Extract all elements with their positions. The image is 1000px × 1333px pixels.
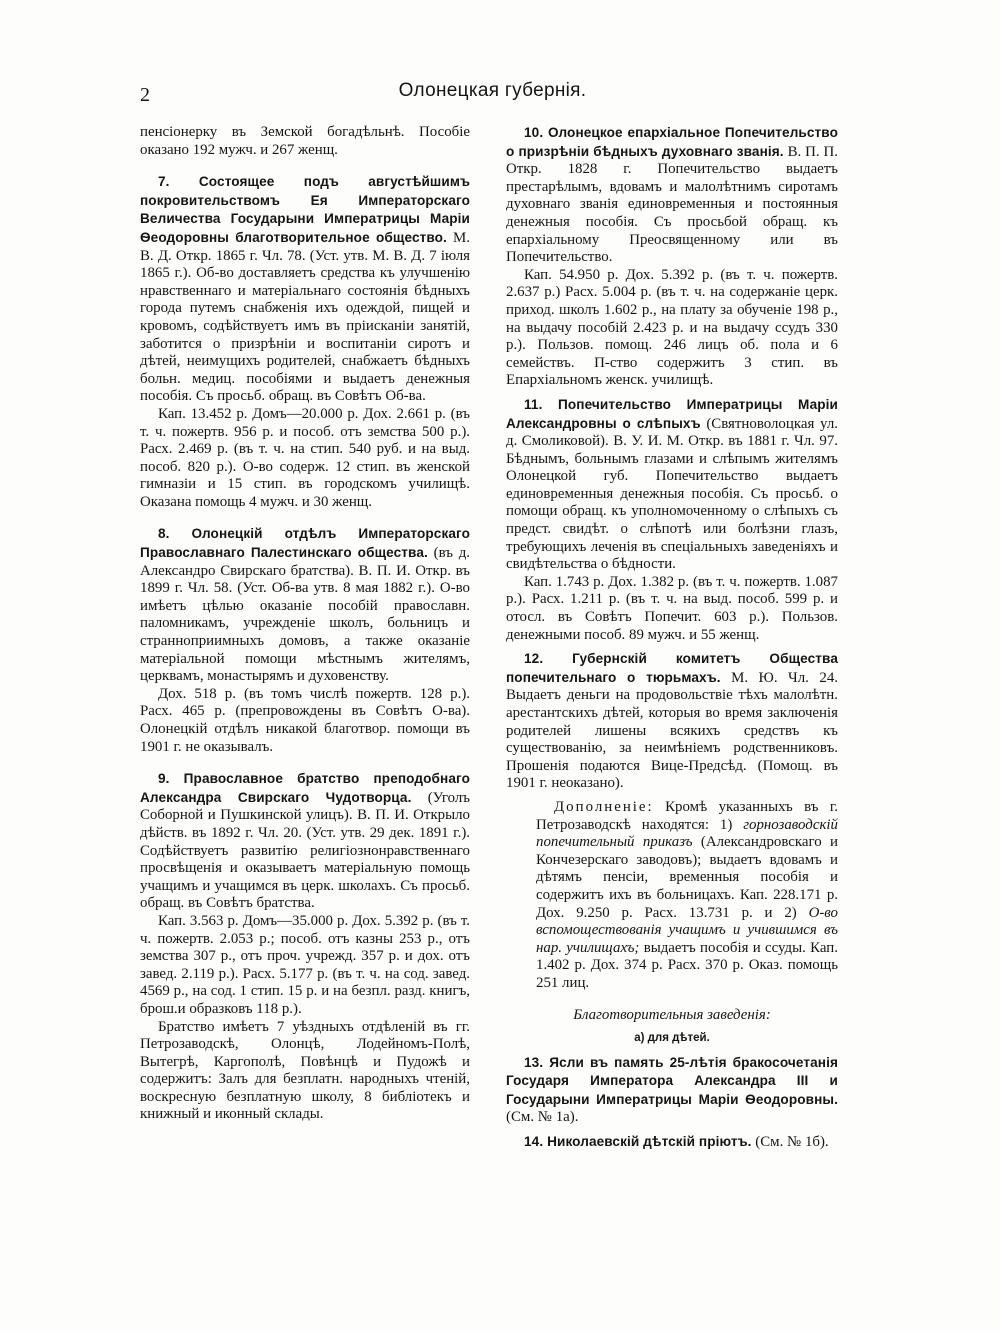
entry-9-title: 9. Православное братство преподобнаго Александра Свирскаго Чудотворца.	[140, 771, 470, 805]
entry-9-branches: Братство имѣетъ 7 уѣздныхъ отдѣленій въ гг. Петрозаводскѣ, Олонцѣ, Лодейномъ-Полѣ, Вытегрѣ, Каргополѣ, Повѣнцѣ и Пудожѣ и содержитъ: Залъ для безплатн. народныхъ чтеній, воскресную безплатную школу, 8 библіотекъ и книжный и иконный склады.	[140, 1018, 470, 1123]
entry-12-body: М. Ю. Чл. 24. Выдаетъ деньги на продовольствіе тѣхъ малолѣтн. арестантскихъ дѣтей, которыя во время заключенія родителей лишены всякихъ средствъ къ существованію, за неимѣніемъ родственниковъ. Прошенія подаются Вице-Предсѣд. (Помощ. въ 1901 г. неоказано).	[506, 669, 838, 792]
entry-10-capital: Кап. 54.950 р. Дох. 5.392 р. (въ т. ч. пожертв. 2.637 р.) Расх. 5.004 р. (въ т. ч. на содержаніе церк. приход. школъ 1.602 р., на плату за обученіе 198 р., на выдачу пособій 2.423 р. и на выдачу ссудъ 330 р.). Пользов. помощ. 246 лицъ об. пола и 6 семействъ. П-ство содержитъ 3 стип. въ Епархіальномъ женск. училищѣ.	[506, 266, 838, 389]
entry-11-title: 11. Попечительство Императрицы Маріи Александровны о слѣпыхъ	[506, 396, 838, 431]
entry-13-title: 13. Ясли въ память 25-лѣтія бракосочетанія Государя Императора Александра III и Государыни Императрицы Маріи Ѳеодоровны.	[506, 1054, 838, 1107]
institutions-heading: Благотворительныя заведенія:	[573, 1006, 771, 1023]
entry-14	[506, 1133, 838, 1152]
entry-10-title: 10. Олонецкое епархіальное Попечительство о призрѣніи бѣдныхъ духовнаго званія.	[506, 125, 838, 159]
left-column	[140, 124, 470, 1124]
entry-8-income: Дох. 518 р. (въ томъ числѣ пожертв. 128 р.). Расх. 465 р. (препровождены въ Совѣтъ О-ва). Олонецкій отдѣлъ никакой благотвор. помощи въ 1901 г. не оказывалъ.	[140, 685, 470, 755]
entry-10-body: В. П. П. Откр. 1828 г. Попечительство выдаетъ престарѣлымъ, вдовамъ и малолѣтнимъ сиротамъ духовнаго званія единовременныя и постоянныя денежныя пособія. Съ просьбой обращ. къ епархіальному Преосвященному или въ Попечительство.	[506, 143, 838, 266]
entry-11-capital: Кап. 1.743 р. Дох. 1.382 р. (въ т. ч. пожертв. 1.087 р.). Расх. 1.211 р. (въ т. ч. на выд. пособ. 599 р. и отосл. въ Совѣтъ Попечит. 603 р.). Пользов. денежными пособ. 89 мужч. и 55 женщ.	[506, 573, 838, 643]
entry-12	[506, 650, 838, 793]
entry-7-body: М. В. Д. Откр. 1865 г. Чл. 78. (Уст. утв. М. В. Д. 7 іюля 1865 г.). Об-во доставляетъ средства къ улучшенію нравственнаго и матеріальнаго состоянія бѣдныхъ города путемъ снабженія ихъ одеждой, пищей и кровомъ, содѣйствуетъ имъ въ пріисканіи занятій, заботится о призрѣніи и воспитаніи сиротъ и дѣтей, неимущихъ родителей, снабжаетъ бѣдныхъ больн. медиц. пособіями и выдаетъ денежныя пособія. Съ просьб. обращ. въ Совѣтъ Об-ва.	[140, 229, 470, 405]
entry-13-body: (См. № 1а).	[506, 1109, 579, 1126]
entry-10	[506, 124, 838, 267]
entry-11	[506, 396, 838, 574]
entry-13	[506, 1054, 838, 1127]
supplement	[506, 799, 838, 993]
entry-7-title: 7. Состоящее подъ августѣйшимъ покровительствомъ Ея Императорскаго Величества Государыни Императрицы Маріи Ѳеодоровны благотворительное общество.	[140, 174, 470, 245]
entry-9	[140, 770, 470, 913]
entry-7-capital: Кап. 13.452 р. Домъ—20.000 р. Дох. 2.661 р. (въ т. ч. пожертв. 956 р. и пособ. отъ земства 500 р.). Расх. 2.469 р. (въ т. ч. на стип. 540 руб. и на выд. пособ. 820 р.). О-во содерж. 12 стип. въ женской гимназіи и 15 стип. въ городскомъ училищѣ. Оказана помощь 4 мужч. и 30 женщ.	[140, 405, 470, 510]
children-subheading: а) для дѣтей.	[634, 1032, 710, 1045]
entry-8	[140, 525, 470, 685]
page-header	[140, 80, 845, 110]
supplement-label: Дополненіе:	[554, 798, 654, 815]
entry-14-title: 14. Николаевскій дѣтскій пріютъ.	[524, 1134, 752, 1150]
page-number: 2	[140, 84, 150, 106]
entry-8-title: 8. Олонецкій отдѣлъ Императорскаго Православнаго Палестинскаго общества.	[140, 526, 470, 561]
entry-9-body: (Уголъ Соборной и Пушкинской улицъ). В. П. И. Открыло дѣйств. въ 1892 г. Чл. 20. (Уст. утв. 29 дек. 1891 г.). Содѣйствуетъ развитію религіознонравственнаго просвѣщенія и оказываетъ матеріальную помощь учащимъ и учащимся въ церк. школахъ. Съ просьб. обращ. въ Совѣтъ братства.	[140, 789, 470, 912]
supplement-institution-1: горнозаводскій попечительный приказъ	[536, 816, 838, 851]
entry-7	[140, 173, 470, 406]
supplement-text-2: (Александровскаго и Кончезерскаго заводовъ); выдаетъ вдовамъ и дѣтямъ пенсіи, временныя пособія и содержитъ ихъ въ больницахъ. Кап. 228.171 р. Дох. 9.250 р. Расх. 13.731 р. и 2)	[536, 834, 839, 921]
supplement-text-1: Кромѣ указанныхъ въ г. Петрозаводскѣ находятся: 1)	[536, 798, 838, 833]
supplement-institution-2: О-во вспомоществованія учащимъ и учившимся въ нар. училищахъ;	[536, 904, 838, 956]
right-column	[506, 124, 838, 1152]
entry-9-capital: Кап. 3.563 р. Домъ—35.000 р. Дох. 5.392 р. (въ т. ч. пожертв. 2.053 р.; пособ. отъ казны 253 р., отъ земства 307 р., отъ проч. учрежд. 357 р. и дох. отъ завед. 2.119 р.). Расх. 5.177 р. (въ т. ч. на сод. завед. 4569 р., на сод. 1 стип. 15 р. и на безпл. разд. книгъ, брош.и образковъ 118 р.).	[140, 912, 470, 1017]
entry-8-body: (въ д. Александро Свирскаго братства). В. П. И. Откр. въ 1899 г. Чл. 58. (Уст. Об-ва утв. 8 мая 1882 г.). О-во имѣетъ цѣлью оказаніе пособій православн. паломникамъ, учрежденіе школъ, больницъ и странноприимныхъ домовъ, а также оказаніе матеріальной помощи мѣстнымъ жителямъ, церквамъ, монастырямъ и духовенству.	[140, 545, 470, 685]
entry-11-body: (Святноволоцкая ул. д. Смоликовой). В. У. И. М. Откр. въ 1881 г. Чл. 97. Бѣднымъ, больнымъ глазами и слѣпымъ жителямъ Олонецкой губ. Попечительство выдаетъ единовременныя денежныя пособія. Съ просьб. о помощи обращ. къ уполномоченному о слѣпыхъ съ предст. свидѣт. о слѣпотѣ или болѣзни глазъ, требующихъ леченія въ спеціальныхъ заведеніяхъ и свидѣтельства о бѣдности.	[506, 415, 838, 573]
entry-12-title: 12. Губернскій комитетъ Общества попечительнаго о тюрьмахъ.	[506, 651, 838, 685]
intro-paragraph: пенсіонерку въ Земской богадѣльнѣ. Пособіе оказано 192 мужч. и 267 женщ.	[140, 124, 470, 158]
running-title: Олонецкая губернія.	[398, 80, 587, 101]
supplement-text-3: выдаетъ пособія и ссуды. Кап. 1.402 р. Дох. 374 р. Расх. 370 р. Оказ. помощь 251 лиц.	[536, 939, 838, 991]
entry-14-body: (См. № 1б).	[751, 1134, 829, 1151]
